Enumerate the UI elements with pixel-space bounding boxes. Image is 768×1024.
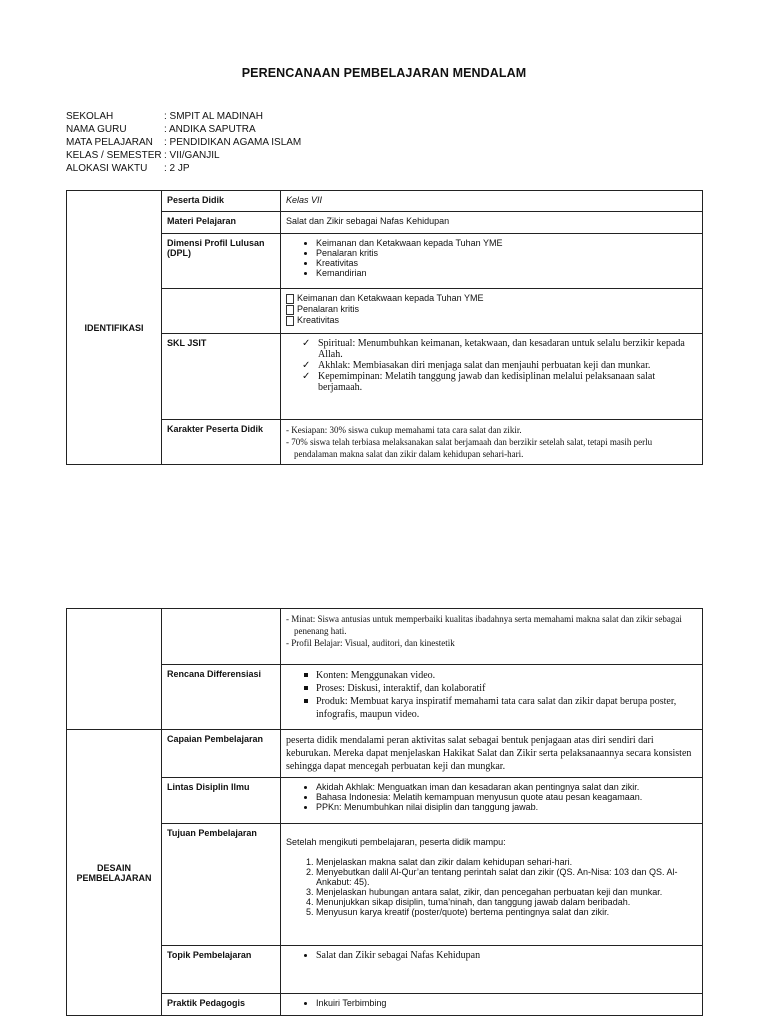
document-title: PERENCANAAN PEMBELAJARAN MENDALAM — [241, 66, 527, 80]
list-item — [302, 371, 697, 393]
list-item: • Penalaran kritis — [316, 248, 697, 258]
praktik-list — [286, 998, 697, 1008]
meta-value: : SMPIT AL MADINAH — [164, 111, 263, 122]
list-item — [286, 315, 697, 326]
document-meta — [66, 110, 301, 175]
meta-value: : ANDIKA SAPUTRA — [164, 124, 256, 135]
section-desain-pembelajaran: DESAIN PEMBELAJARAN — [67, 730, 162, 1016]
list-item: Proses: Diskusi, interaktif, dan kolaboratif — [316, 682, 697, 695]
karakter-line: - Kesiapan: 30% siswa cukup memahami tata cara salat dan zikir. — [286, 425, 522, 435]
meta-key: KELAS / SEMESTER — [66, 150, 162, 161]
peserta-value: Kelas VII — [281, 191, 703, 212]
karakter-continued-cell — [281, 609, 703, 665]
meta-key: ALOKASI WAKTU — [66, 163, 148, 174]
list-item-text: Akhlak: Membiasakan diri menjaga salat dan menjauhi perbuatan keji dan munkar. — [318, 360, 651, 371]
list-item: 5. Menyusun karya kreatif (poster/quote) bertema pentingnya salat dan zikir. — [316, 907, 697, 917]
list-item — [302, 360, 697, 371]
skl-label: SKL JSIT — [162, 334, 281, 420]
meta-value: : 2 JP — [164, 163, 190, 174]
list-item: 3. Menjelaskan hubungan antara salat, zikir, dan pencegahan perbuatan keji dan munkar. — [316, 887, 697, 897]
dpl-list — [286, 238, 697, 278]
tujuan-list — [286, 857, 697, 917]
praktik-label: Praktik Pedagogis — [162, 994, 281, 1016]
empty-section-cell — [67, 609, 162, 730]
karakter-line: - Profil Belajar: Visual, auditori, dan kinestetik — [286, 638, 455, 648]
check-icon: ✓ — [302, 338, 311, 349]
skl-cell — [281, 334, 703, 420]
box-glyph-icon — [286, 305, 294, 315]
list-item: 1. Menjelaskan makna salat dan zikir dalam kehidupan sehari-hari. — [316, 857, 697, 867]
dpl-box-list — [281, 289, 703, 334]
list-item-text: Spiritual: Menumbuhkan keimanan, ketakwaan, dan kesadaran untuk selalu berzikir kepada Allah. — [318, 338, 685, 360]
section-identifikasi: IDENTIFIKASI — [67, 191, 162, 465]
karakter-line: - Minat: Siswa antusias untuk memperbaiki kualitas ibadahnya serta memahami makna salat dan zikir sebagai penenang hati. — [286, 614, 682, 636]
list-item: • Salat dan Zikir sebagai Nafas Kehidupan — [316, 950, 697, 961]
capaian-label: Capaian Pembelajaran — [162, 730, 281, 778]
box-glyph-icon — [286, 316, 294, 326]
list-item-text: Kreativitas — [297, 315, 340, 325]
karakter-cell — [281, 420, 703, 465]
list-item: 4. Menunjukkan sikap disiplin, tuma’ninah, dan tanggung jawab dalam beribadah. — [316, 897, 697, 907]
meta-row-class — [66, 149, 301, 162]
skl-list — [286, 338, 697, 393]
identification-table — [66, 190, 703, 465]
dpl-list-cell — [281, 234, 703, 289]
topik-label: Topik Pembelajaran — [162, 946, 281, 994]
list-item: • Inkuiri Terbimbing — [316, 998, 697, 1008]
tujuan-intro: Setelah mengikuti pembelajaran, peserta didik mampu: — [286, 837, 506, 847]
list-item: • Kemandirian — [316, 268, 697, 278]
lintas-cell — [281, 778, 703, 824]
list-item-text: Keimanan dan Ketakwaan kepada Tuhan YME — [297, 293, 484, 303]
check-icon: ✓ — [302, 360, 311, 371]
meta-row-subject — [66, 136, 301, 149]
materi-value: Salat dan Zikir sebagai Nafas Kehidupan — [281, 212, 703, 234]
empty-label — [162, 289, 281, 334]
empty-label — [162, 609, 281, 665]
dpl-label: Dimensi Profil Lulusan (DPL) — [162, 234, 281, 289]
list-item: • Akidah Akhlak: Menguatkan iman dan kesadaran akan pentingnya salat dan zikir. — [316, 782, 697, 792]
design-table — [66, 608, 703, 1016]
tujuan-label: Tujuan Pembelajaran — [162, 824, 281, 946]
meta-row-time — [66, 162, 301, 175]
materi-label: Materi Pelajaran — [162, 212, 281, 234]
meta-row-school — [66, 110, 301, 123]
list-item: • Kreativitas — [316, 258, 697, 268]
list-item-text: Kepemimpinan: Melatih tanggung jawab dan kedisiplinan melalui pelaksanaan salat berjamaah. — [318, 371, 656, 393]
meta-key: SEKOLAH — [66, 111, 114, 122]
list-item: • Bahasa Indonesia: Melatih kemampuan menyusun quote atau pesan keagamaan. — [316, 792, 697, 802]
meta-key: MATA PELAJARAN — [66, 137, 153, 148]
list-item: • Keimanan dan Ketakwaan kepada Tuhan YME — [316, 238, 697, 248]
praktik-cell — [281, 994, 703, 1016]
meta-value: : VII/GANJIL — [164, 150, 220, 161]
diferensiasi-list — [286, 669, 697, 721]
meta-key: NAMA GURU — [66, 124, 127, 135]
list-item: Konten: Menggunakan video. — [316, 669, 697, 682]
list-item: • PPKn: Menumbuhkan nilai disiplin dan tanggung jawab. — [316, 802, 697, 812]
diferensiasi-label: Rencana Differensiasi — [162, 665, 281, 730]
lintas-label: Lintas Disiplin Ilmu — [162, 778, 281, 824]
list-item: Produk: Membuat karya inspiratif memahami tata cara salat dan zikir dapat berupa poster, infografis, maupun video. — [316, 695, 697, 721]
capaian-value: peserta didik mendalami peran aktivitas salat sebagai bentuk penjagaan atas diri sendiri dari keburukan. Mereka dapat menjelaskan Hakikat Salat dan Zikir serta pelaksanaannya secara konsisten sehingga dapat mencegah perbuatan keji dan mungkar. — [281, 730, 703, 778]
list-item-text: Penalaran kritis — [297, 304, 360, 314]
meta-value: : PENDIDIKAN AGAMA ISLAM — [164, 137, 302, 148]
list-item — [286, 304, 697, 315]
diferensiasi-cell — [281, 665, 703, 730]
karakter-line: - 70% siswa telah terbiasa melaksanakan salat berjamaah dan berzikir setelah salat, tetapi masih perlu pendalaman makna salat dan zikir dalam kehidupan sehari-hari. — [286, 437, 653, 459]
meta-row-teacher — [66, 123, 301, 136]
topik-list — [286, 950, 697, 961]
tujuan-cell — [281, 824, 703, 946]
list-item: 2. Menyebutkan dalil Al-Qur’an tentang perintah salat dan zikir (QS. An-Nisa: 103 dan QS. Al-Ankabut: 45). — [316, 867, 697, 887]
lintas-list — [286, 782, 697, 812]
box-glyph-icon — [286, 294, 294, 304]
list-item — [286, 293, 697, 304]
peserta-label: Peserta Didik — [162, 191, 281, 212]
topik-cell — [281, 946, 703, 994]
list-item — [302, 338, 697, 360]
karakter-label: Karakter Peserta Didik — [162, 420, 281, 465]
check-icon: ✓ — [302, 371, 311, 382]
